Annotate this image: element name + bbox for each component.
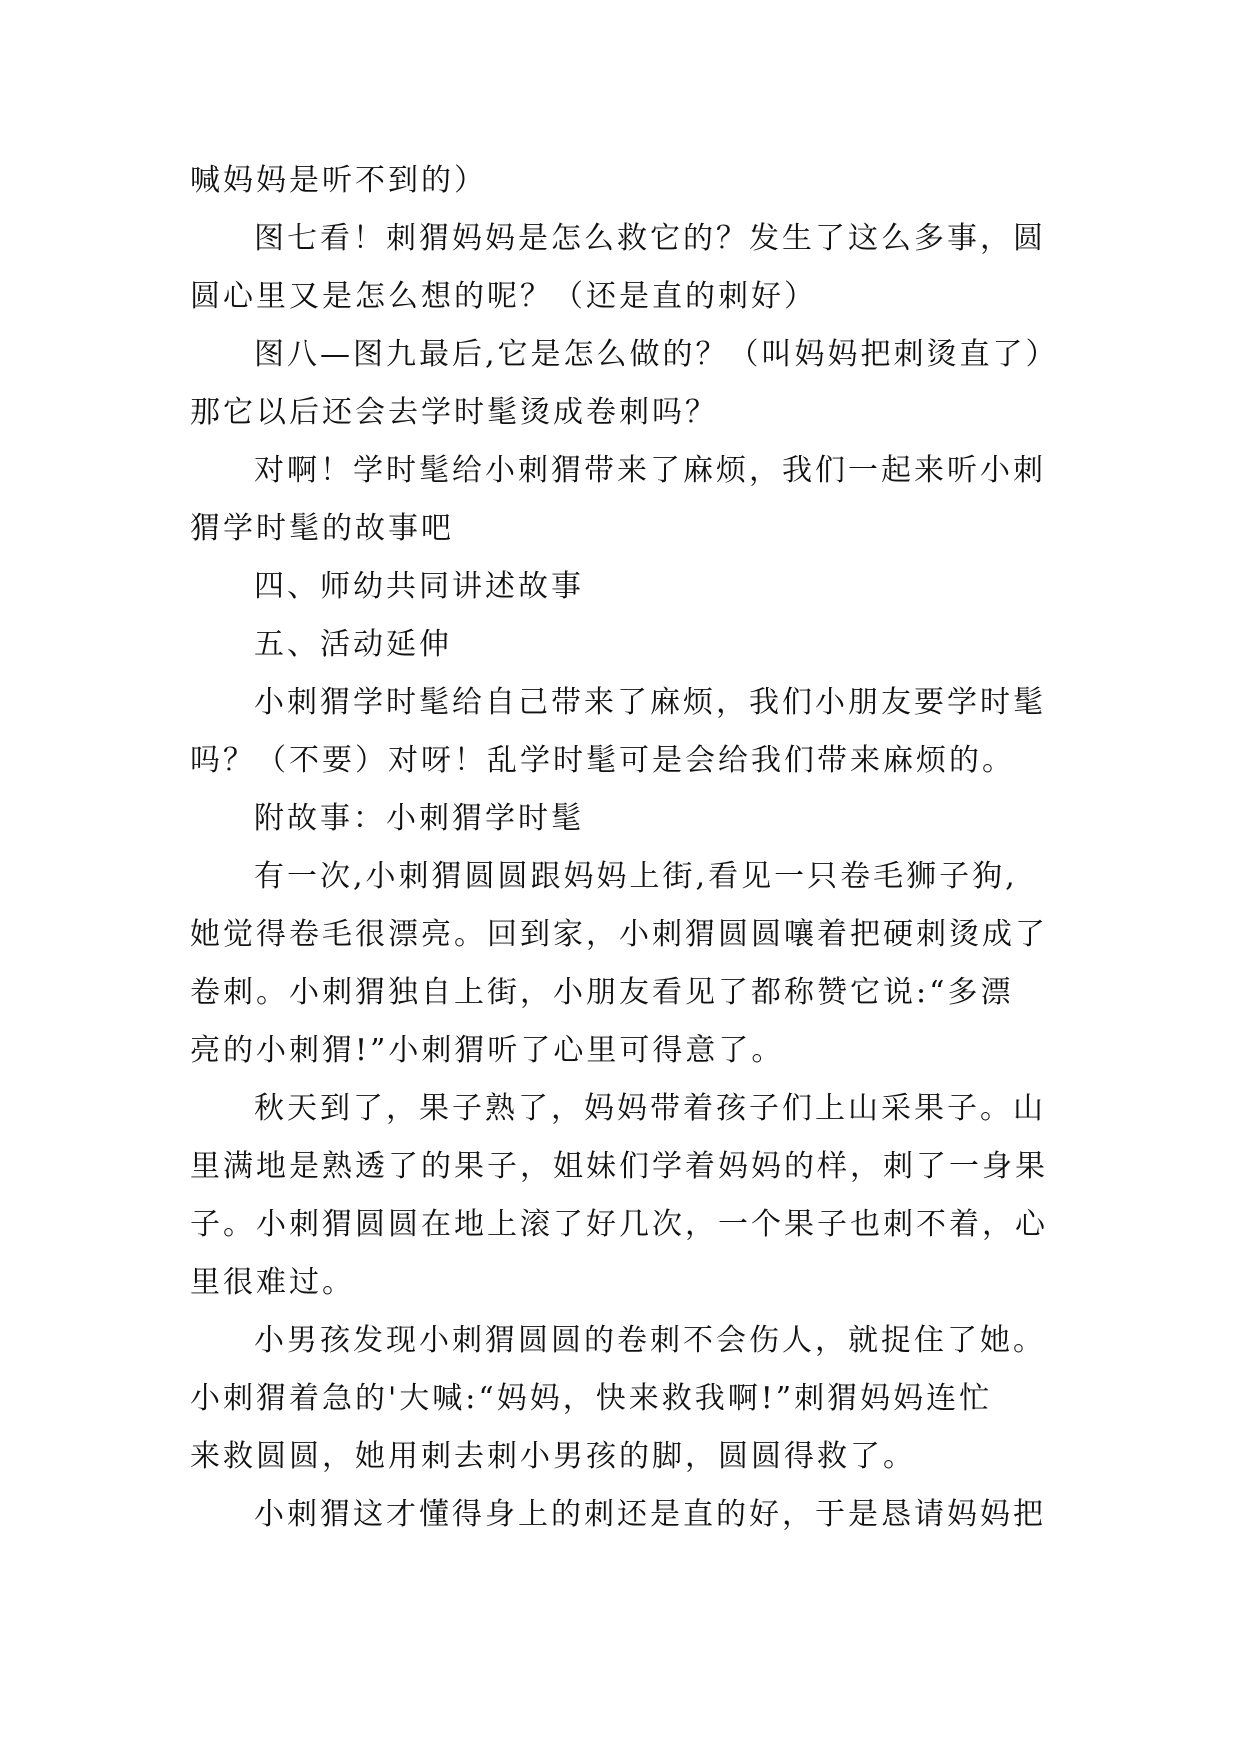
text-line-17: 秋天到了，果子熟了，妈妈带着孩子们上山采果子。山 bbox=[254, 1091, 1046, 1126]
document-page bbox=[190, 152, 1070, 1544]
text-line-18: 里满地是熟透了的果子，姐妹们学着妈妈的样，刺了一身果 bbox=[190, 1149, 1048, 1184]
text-line-22: 小刺猬着急的'大喊:“妈妈，快来救我啊!”刺猬妈妈连忙 bbox=[190, 1381, 993, 1416]
text-line-16: 亮的小刺猬!”小刺猬听了心里可得意了。 bbox=[190, 1033, 785, 1068]
text-line-21: 小男孩发现小刺猬圆圆的卷刺不会伤人，就捉住了她。 bbox=[254, 1323, 1046, 1358]
text-line-14: 她觉得卷毛很漂亮。回到家，小刺猬圆圆嚷着把硬刺烫成了 bbox=[190, 917, 1048, 952]
story-title: 附故事：小刺猬学时髦 bbox=[254, 801, 584, 836]
text-line-1: 喊妈妈是听不到的） bbox=[190, 163, 487, 198]
section-heading-5: 五、活动延伸 bbox=[254, 627, 452, 662]
section-heading-4: 四、师幼共同讲述故事 bbox=[254, 569, 584, 604]
text-line-6: 对啊！学时髦给小刺猬带来了麻烦，我们一起来听小刺 bbox=[254, 453, 1046, 488]
text-line-24: 小刺猬这才懂得身上的刺还是直的好，于是恳请妈妈把 bbox=[254, 1497, 1046, 1532]
text-line-20: 里很难过。 bbox=[190, 1265, 355, 1300]
text-line-5: 那它以后还会去学时髦烫成卷刺吗？ bbox=[190, 395, 718, 430]
text-line-7: 猬学时髦的故事吧 bbox=[190, 511, 454, 546]
text-line-19: 子。小刺猬圆圆在地上滚了好几次，一个果子也刺不着，心 bbox=[190, 1207, 1048, 1242]
text-line-10: 小刺猬学时髦给自己带来了麻烦，我们小朋友要学时髦 bbox=[254, 685, 1046, 720]
text-line-13: 有一次,小刺猬圆圆跟妈妈上街,看见一只卷毛狮子狗, bbox=[254, 859, 1018, 894]
text-line-11: 吗？（不要）对呀！乱学时髦可是会给我们带来麻烦的。 bbox=[190, 743, 1015, 778]
text-line-15: 卷刺。小刺猬独自上街，小朋友看见了都称赞它说:“多漂 bbox=[190, 975, 1014, 1010]
text-line-3: 圆心里又是怎么想的呢？（还是直的刺好） bbox=[190, 279, 817, 314]
text-line-23: 来救圆圆，她用刺去刺小男孩的脚，圆圆得救了。 bbox=[190, 1439, 916, 1474]
text-line-4: 图八—图九最后,它是怎么做的？（叫妈妈把刺烫直了） bbox=[254, 337, 1059, 372]
text-line-2: 图七看！刺猬妈妈是怎么救它的？发生了这么多事，圆 bbox=[254, 221, 1046, 256]
